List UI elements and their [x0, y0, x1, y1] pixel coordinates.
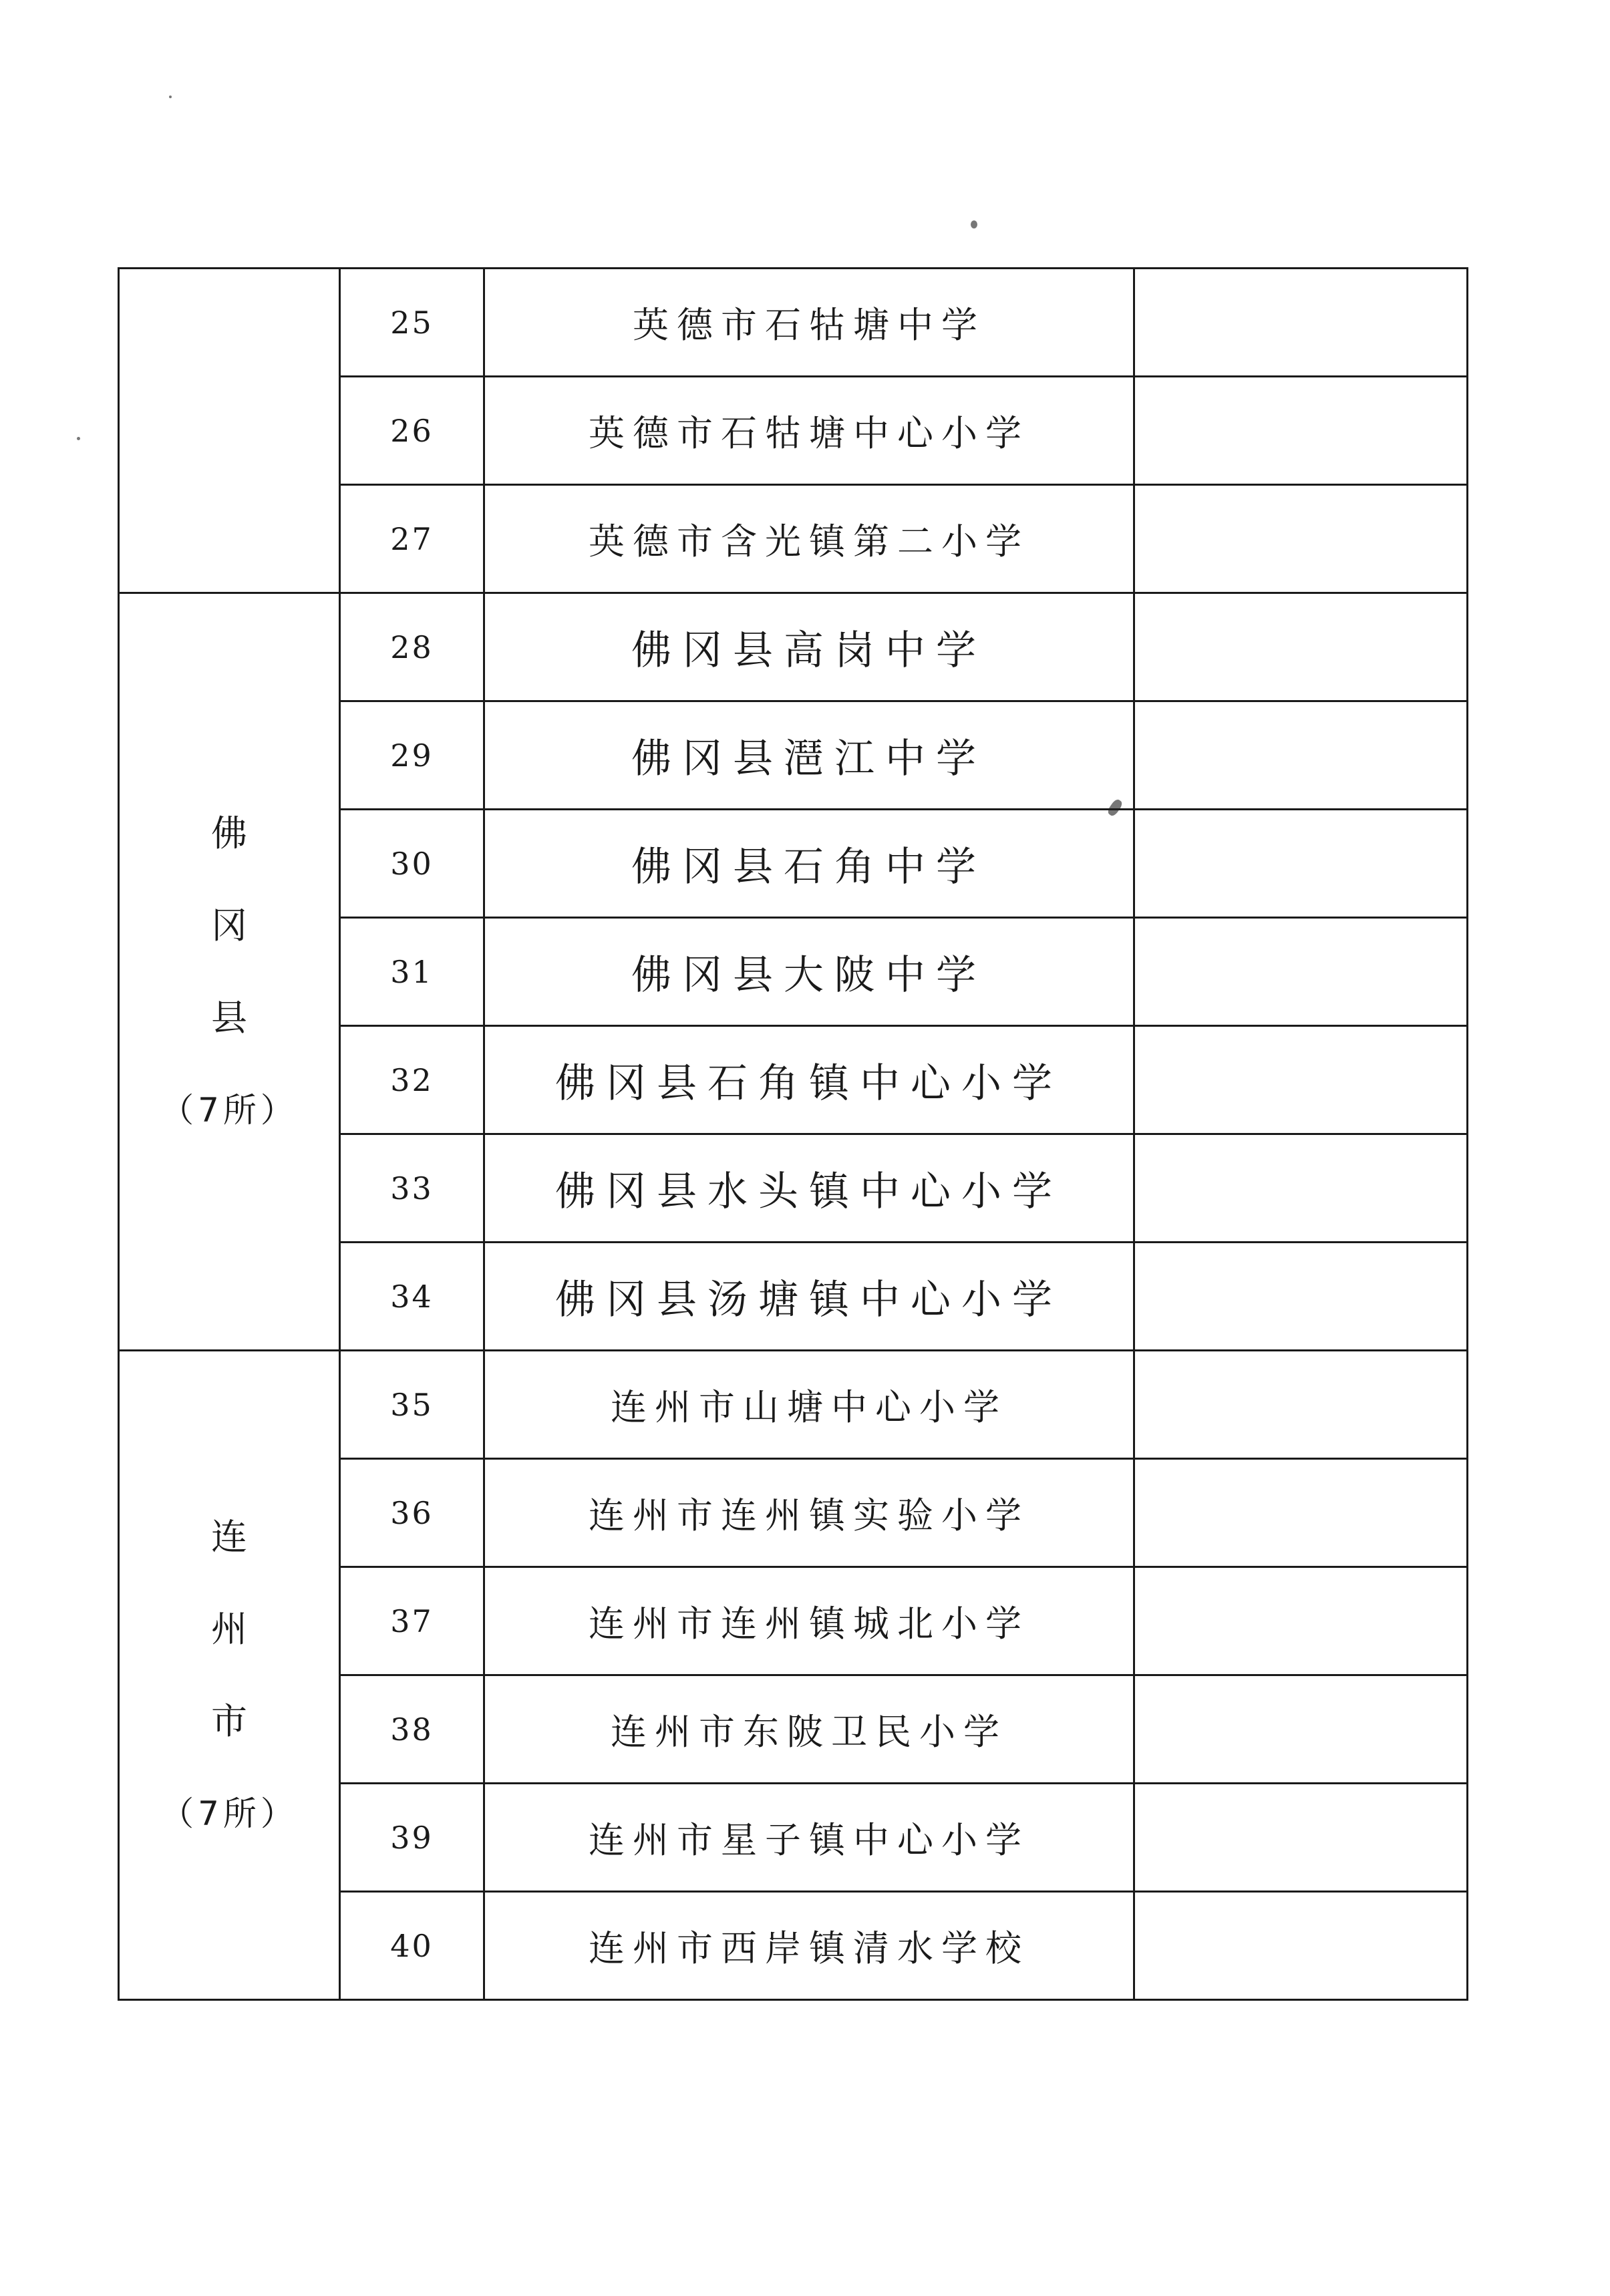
note-cell	[1134, 1243, 1468, 1351]
scan-speck	[169, 96, 172, 98]
row-number: 37	[340, 1567, 484, 1675]
note-cell	[1134, 377, 1468, 485]
note-cell	[1134, 918, 1468, 1026]
region-school-count: （7所）	[160, 1090, 298, 1130]
row-number: 39	[340, 1784, 484, 1892]
school-name: 连州市星子镇中心小学	[484, 1784, 1134, 1892]
region-label-char: 县	[211, 996, 247, 1039]
row-number: 40	[340, 1892, 484, 2000]
row-number: 35	[340, 1351, 484, 1459]
school-name: 英德市石牯塘中学	[484, 269, 1134, 377]
note-cell	[1134, 1784, 1468, 1892]
note-cell	[1134, 701, 1468, 810]
note-cell	[1134, 1026, 1468, 1134]
school-name: 佛冈县潖江中学	[484, 701, 1134, 810]
region-school-count: （7所）	[160, 1794, 298, 1833]
table-row	[119, 1351, 1468, 1459]
school-name: 连州市西岸镇清水学校	[484, 1892, 1134, 2000]
note-cell	[1134, 1134, 1468, 1243]
row-number: 34	[340, 1243, 484, 1351]
row-number: 31	[340, 918, 484, 1026]
row-number: 33	[340, 1134, 484, 1243]
school-name: 佛冈县石角中学	[484, 810, 1134, 918]
note-cell	[1134, 593, 1468, 701]
row-number: 26	[340, 377, 484, 485]
note-cell	[1134, 485, 1468, 593]
school-name: 英德市石牯塘中心小学	[484, 377, 1134, 485]
school-name: 连州市东陂卫民小学	[484, 1675, 1134, 1784]
region-label-char: 佛	[211, 812, 247, 854]
row-number: 36	[340, 1459, 484, 1567]
note-cell	[1134, 1675, 1468, 1784]
note-cell	[1134, 1892, 1468, 2000]
table-row	[119, 269, 1468, 377]
row-number: 28	[340, 593, 484, 701]
region-label-char: 冈	[211, 904, 247, 947]
row-number: 29	[340, 701, 484, 810]
scan-speck	[971, 220, 977, 228]
table-row	[119, 593, 1468, 701]
row-number: 27	[340, 485, 484, 593]
school-name: 连州市连州镇城北小学	[484, 1567, 1134, 1675]
region-label-char: 连	[211, 1515, 247, 1558]
row-number: 25	[340, 269, 484, 377]
region-label-char: 市	[211, 1699, 247, 1742]
note-cell	[1134, 1351, 1468, 1459]
row-number: 32	[340, 1026, 484, 1134]
row-number: 38	[340, 1675, 484, 1784]
school-name: 佛冈县高岗中学	[484, 593, 1134, 701]
school-name: 英德市含光镇第二小学	[484, 485, 1134, 593]
school-name: 佛冈县汤塘镇中心小学	[484, 1243, 1134, 1351]
school-name: 佛冈县大陂中学	[484, 918, 1134, 1026]
scan-speck	[77, 437, 80, 440]
school-name: 佛冈县石角镇中心小学	[484, 1026, 1134, 1134]
region-cell-lianzhou	[119, 1351, 340, 2000]
school-list-table	[118, 267, 1468, 2001]
school-name: 佛冈县水头镇中心小学	[484, 1134, 1134, 1243]
region-label-char: 州	[211, 1607, 247, 1650]
region-cell-fogang	[119, 593, 340, 1351]
note-cell	[1134, 269, 1468, 377]
note-cell	[1134, 1459, 1468, 1567]
school-name: 连州市连州镇实验小学	[484, 1459, 1134, 1567]
row-number: 30	[340, 810, 484, 918]
note-cell	[1134, 810, 1468, 918]
school-name: 连州市山塘中心小学	[484, 1351, 1134, 1459]
note-cell	[1134, 1567, 1468, 1675]
region-cell-continued	[119, 269, 340, 593]
